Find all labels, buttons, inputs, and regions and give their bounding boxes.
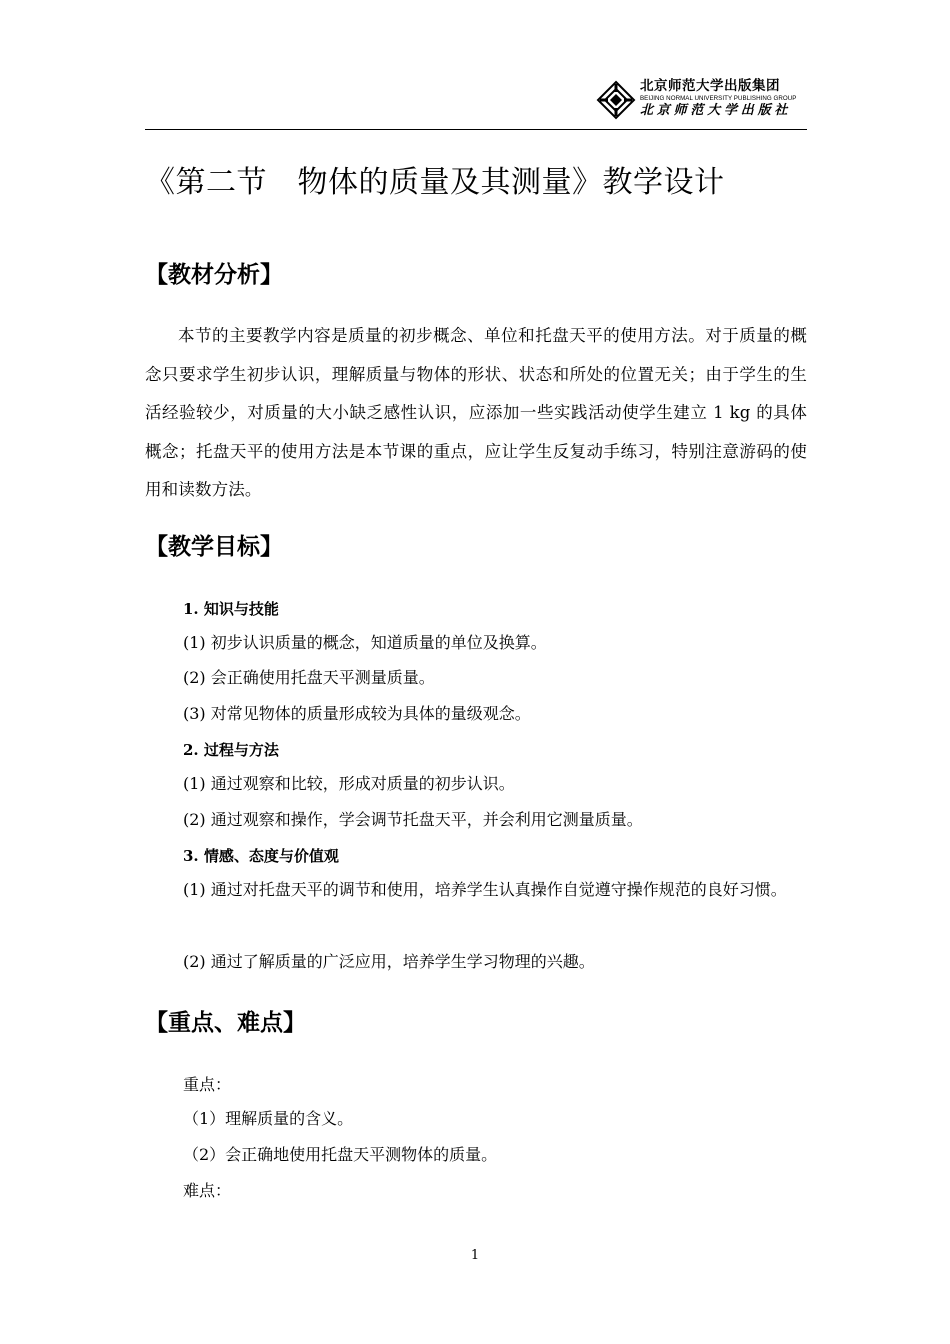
section-heading-objectives: 【教学目标】 xyxy=(145,534,283,560)
page-number: 1 xyxy=(470,1248,480,1263)
header-divider xyxy=(145,129,807,130)
objective-item: (3) 对常见物体的质量形成较为具体的量级观念。 xyxy=(183,704,531,723)
focus-item: （2）会正确地使用托盘天平测物体的质量。 xyxy=(183,1145,498,1164)
analysis-paragraph: 本节的主要教学内容是质量的初步概念、单位和托盘天平的使用方法。对于质量的概念只要求学生初步认识，理解质量与物体的形状、状态和所处的位置无关；由于学生的生活经验较少，对质量的大小缺乏感性认识，应添加一些实践活动使学生建立 1 kg 的具体概念；托盘天平的使用方法是本节课的重点，应让学生反复动手练习，特别注意游码的使用和读数方法。 xyxy=(145,326,807,499)
objective-group-title: 3. 情感、态度与价值观 xyxy=(183,847,339,865)
publisher-logo xyxy=(596,78,816,124)
publisher-emblem-icon xyxy=(596,80,636,120)
publisher-wordmark xyxy=(640,78,816,119)
objective-item: (2) 通过了解质量的广泛应用，培养学生学习物理的兴趣。 xyxy=(183,952,595,971)
press-name-cn: 北京师范大学出版社 xyxy=(640,103,792,118)
objective-item: (2) 通过观察和操作，学会调节托盘天平，并会利用它测量质量。 xyxy=(183,810,643,829)
publisher-name-en: BEIJING NORMAL UNIVERSITY PUBLISHING GROUP xyxy=(640,95,797,102)
objective-item: (1) 通过对托盘天平的调节和使用，培养学生认真操作自觉遵守操作规范的良好习惯。 xyxy=(183,880,787,899)
focus-item: （1）理解质量的含义。 xyxy=(183,1109,354,1128)
objective-item: (1) 通过观察和比较，形成对质量的初步认识。 xyxy=(183,774,515,793)
publisher-name-cn: 北京师范大学出版集团 xyxy=(640,78,780,94)
section-heading-key-points: 【重点、难点】 xyxy=(145,1010,306,1036)
difficulty-label: 难点： xyxy=(183,1181,232,1200)
section-heading-analysis: 【教材分析】 xyxy=(145,262,283,288)
document-title: 《第二节 物体的质量及其测量》教学设计 xyxy=(145,165,725,200)
objective-item: (2) 会正确使用托盘天平测量质量。 xyxy=(183,668,435,687)
focus-label: 重点： xyxy=(183,1075,232,1094)
objective-group-title: 1. 知识与技能 xyxy=(183,600,279,618)
objective-group-title: 2. 过程与方法 xyxy=(183,741,279,759)
objective-item: (1) 初步认识质量的概念，知道质量的单位及换算。 xyxy=(183,633,547,652)
